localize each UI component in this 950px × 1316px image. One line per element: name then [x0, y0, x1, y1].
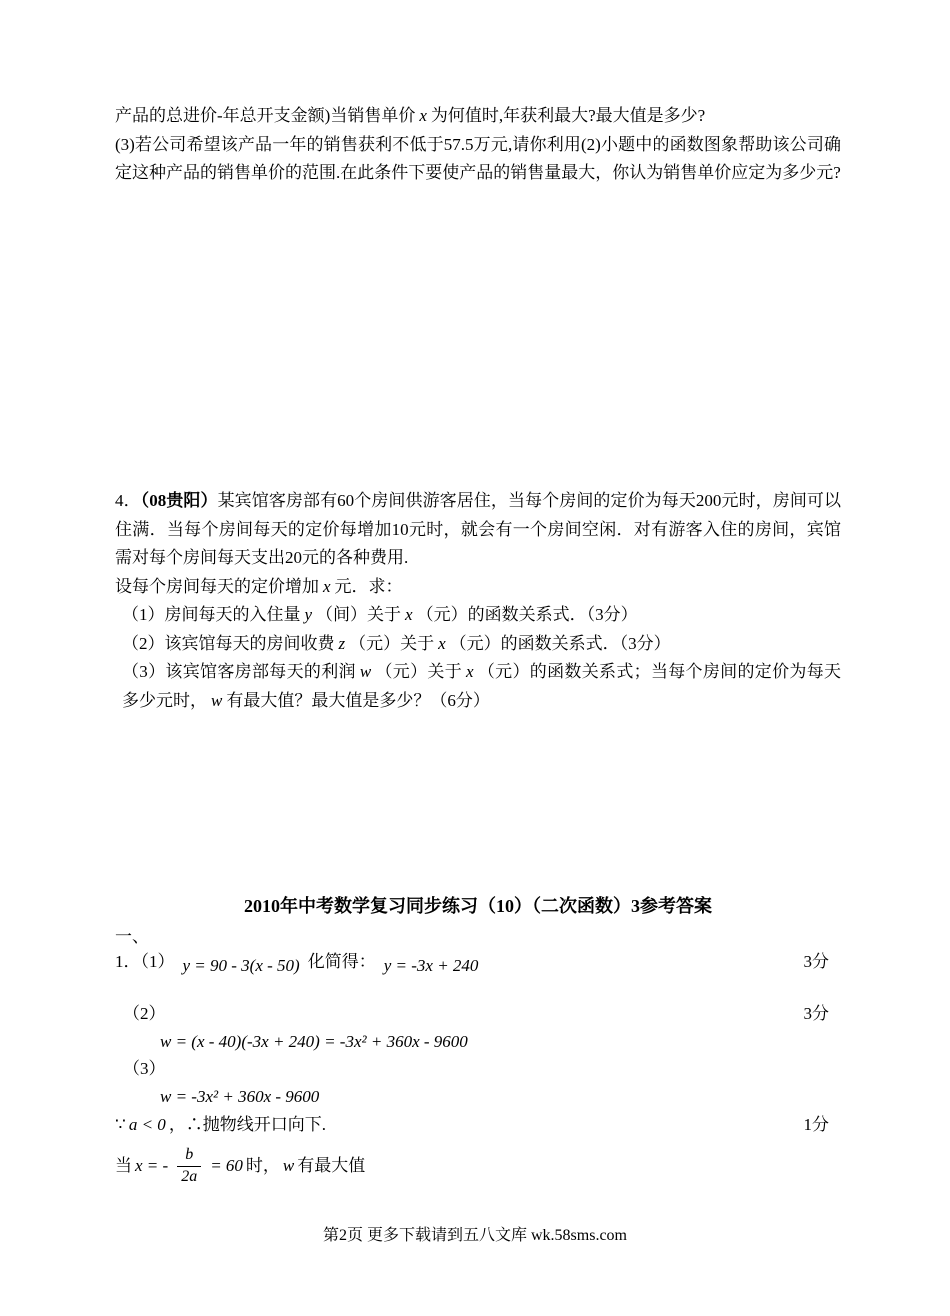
answer-vertex [115, 1140, 841, 1192]
equation-line [160, 1030, 841, 1054]
math-variable-x: x [323, 576, 331, 596]
equation: y = 90 - 3(x - 50) [182, 956, 300, 975]
answer-label: （2） [123, 1004, 166, 1023]
fraction-denominator: 2a [181, 1167, 198, 1185]
answer-label-line [115, 1057, 841, 1081]
problem3-part3: (3)若公司希望该产品一年的销售获利不低于57.5万元,请你利用(2)小题中的函数图象帮助该公司确定这种产品的销售单价的范围.在此条件下要使产品的销售量最大，你认为销售单价应定为多少元? [115, 134, 841, 182]
score-badge: 3分 [803, 952, 829, 971]
page-footer: 第2页 更多下载请到五八文库 wk.58sms.com [322, 1227, 627, 1244]
equation: y = -3x + 240 [383, 956, 479, 975]
because-symbol: ∵ [115, 1115, 126, 1134]
text-segment: （元）关于 [375, 662, 463, 681]
answer-1-1 [115, 950, 841, 974]
text-segment: 产品的总进价-年总开支金额)当销售单价 [115, 106, 416, 125]
math-variable-w: w [282, 1156, 295, 1175]
problem-number: 4． [115, 491, 141, 510]
problem-source: （08贵阳） [140, 491, 218, 510]
score-badge: 3分 [803, 1004, 829, 1023]
problem4-body [115, 487, 841, 573]
text-segment: 元．求： [334, 576, 403, 596]
answers-section-label: 一、 [115, 927, 149, 946]
score-badge: 1分 [803, 1115, 829, 1134]
fraction-numerator: b [177, 1146, 201, 1166]
equation-segment: x = - [135, 1156, 169, 1175]
equation: w = (x - 40)(-3x + 240) = -3x² + 360x - 9600 [160, 1032, 468, 1051]
math-variable-z: z [338, 633, 346, 653]
fraction-b-over-2a [177, 1146, 201, 1186]
problem3-question-line [115, 102, 841, 131]
answer-label: （3） [123, 1059, 166, 1078]
text-segment: （元）的函数关系式．（3分） [449, 633, 671, 653]
text-segment: 某宾馆客房部有60个房间供游客居住，当每个房间的定价为每天200元时，房间可以住满．当每个房间每天的定价每增加10元时，就会有一个房间空闲．对有游客入住的房间，宾馆需对每个房间每天支出20元的各种费用. [115, 491, 842, 567]
text-segment: （元）的函数关系式；当每个房间的定价为每天多少元时， [122, 662, 842, 710]
text-segment: ，∴抛物线开口向下. [168, 1115, 327, 1134]
text-segment: 当 [115, 1156, 132, 1175]
text-segment: （间）关于 [316, 605, 402, 624]
problem4-question3 [115, 658, 841, 715]
answers-title: 2010年中考数学复习同步练习（10）（二次函数）3参考答案 [244, 896, 712, 916]
math-variable-x: x [419, 106, 427, 125]
inequality: a < 0 [128, 1115, 166, 1134]
math-variable-w: w [211, 690, 223, 710]
math-variable-x: x [466, 662, 474, 681]
text-segment: 时， [245, 1156, 280, 1175]
equation-line [160, 1085, 841, 1109]
math-variable-x: x [438, 633, 446, 653]
problem4-question2 [115, 630, 841, 659]
problem4-setup [115, 573, 841, 602]
answer-label: 1．（1） [115, 952, 175, 971]
answer-label-line [115, 1002, 841, 1026]
text-segment: （元）关于 [349, 633, 435, 653]
answer-1-2 [115, 1002, 841, 1054]
problem3-continuation [115, 102, 841, 188]
text-segment: 化简得： [307, 952, 376, 971]
math-variable-w: w [359, 662, 372, 681]
answer-conclusion [115, 1113, 841, 1137]
answer-1-3 [115, 1057, 841, 1109]
text-segment: （2）该宾馆每天的房间收费 [122, 633, 335, 653]
math-variable-x: x [405, 605, 413, 624]
text-segment: （元）的函数关系式．（3分） [416, 605, 638, 624]
math-variable-y: y [304, 605, 313, 624]
text-segment: （3）该宾馆客房部每天的利润 [122, 662, 356, 681]
text-segment: 为何值时,年获利最大?最大值是多少? [430, 106, 706, 125]
text-segment: 有最大值 [297, 1156, 366, 1175]
text-segment: 设每个房间每天的定价增加 [115, 576, 319, 596]
problem4 [115, 487, 841, 715]
text-segment: 有最大值？最大值是多少？（6分） [226, 690, 490, 710]
equation: w = -3x² + 360x - 9600 [160, 1087, 320, 1106]
problem4-question1 [115, 601, 841, 630]
equation-segment: = 60 [210, 1156, 243, 1175]
text-segment: （1）房间每天的入住量 [122, 605, 301, 624]
